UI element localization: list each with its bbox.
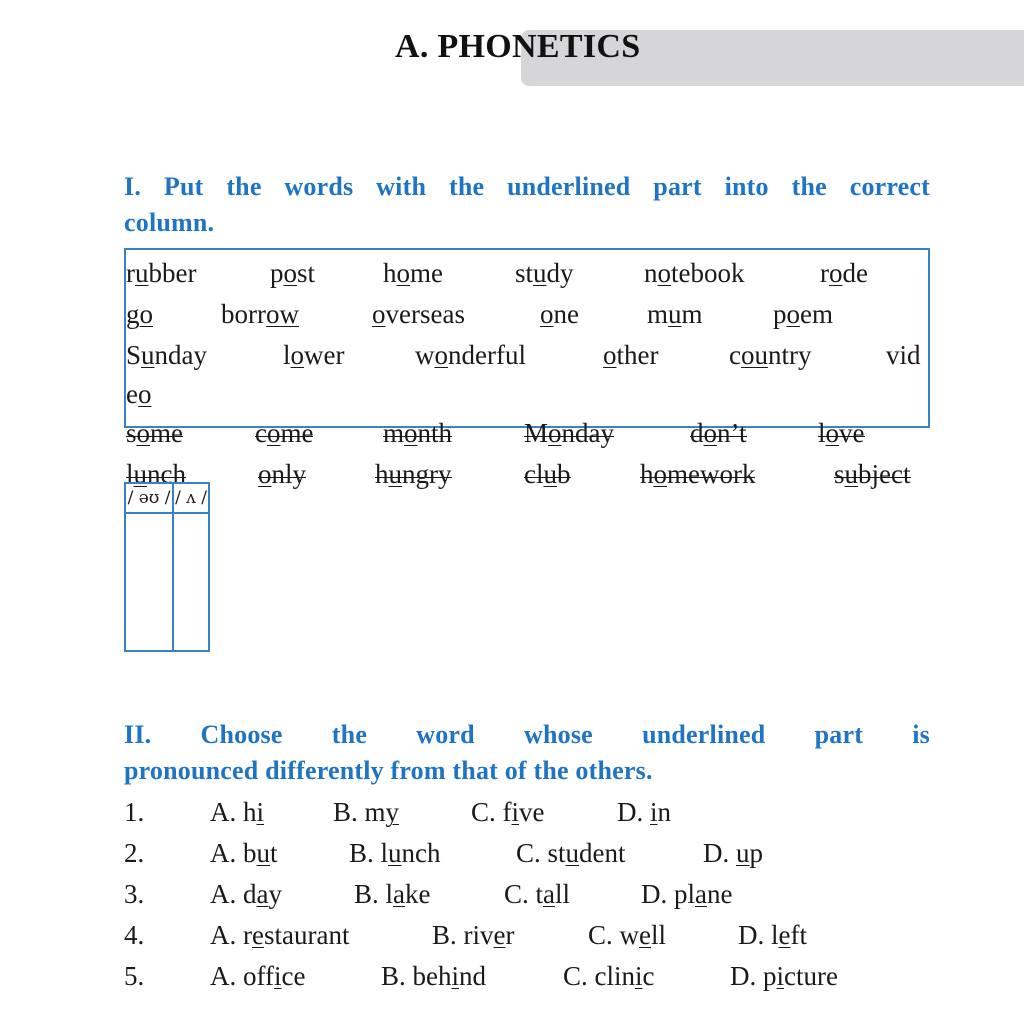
word-item	[515, 258, 574, 289]
word-part: b	[557, 459, 571, 489]
word-item	[647, 299, 703, 330]
word-part: l	[283, 340, 291, 370]
word-part: mework	[667, 459, 756, 489]
part1-heading-line1: I. Put the words with the underlined part into the correct	[124, 172, 930, 201]
word-part: st	[297, 258, 316, 288]
word-item	[126, 379, 151, 410]
underlined-part: ow	[265, 299, 299, 329]
answer-option[interactable]	[504, 879, 570, 910]
word-part: c	[642, 961, 655, 991]
word-part: c	[255, 418, 267, 448]
word-part: A. off	[210, 961, 274, 991]
underlined-part: o	[657, 258, 671, 288]
underlined-part: o	[703, 418, 717, 448]
underlined-part: y	[385, 797, 400, 827]
heading-word: is	[912, 720, 930, 749]
underlined-part: i	[650, 797, 658, 827]
word-part: D. p	[730, 961, 777, 991]
word-part: ke	[405, 879, 431, 909]
underlined-part: a	[695, 879, 707, 909]
underlined-part: a	[393, 879, 405, 909]
word-part: tebook	[671, 258, 745, 288]
word-item	[644, 258, 745, 289]
word-part: p	[749, 838, 763, 868]
heading-word: Choose	[200, 720, 283, 749]
underlined-part: i	[776, 961, 785, 991]
word-item	[126, 418, 183, 449]
word-part: ve	[519, 797, 545, 827]
word-part: vid	[886, 340, 921, 370]
word-item	[820, 258, 868, 289]
word-part: D. l	[738, 920, 779, 950]
word-item	[383, 258, 443, 289]
word-part: A. d	[210, 879, 257, 909]
word-part: nch	[147, 459, 186, 489]
underlined-part: u	[668, 299, 682, 329]
part2-heading-line2: pronounced differently from that of the others.	[124, 756, 653, 785]
underlined-part: u	[565, 838, 580, 868]
answer-option[interactable]	[641, 879, 732, 910]
word-part: st	[515, 258, 534, 288]
heading-word: underlined	[642, 720, 766, 749]
word-part: dy	[546, 258, 574, 288]
answer-option[interactable]	[381, 961, 486, 992]
word-part: m	[647, 299, 669, 329]
word-part: ther	[616, 340, 659, 370]
word-part: C. clin	[563, 961, 635, 991]
answer-option[interactable]	[349, 838, 441, 869]
word-part: ce	[281, 961, 306, 991]
heading-word: the	[331, 720, 368, 749]
word-part: ll	[651, 920, 667, 950]
word-part: r	[820, 258, 829, 288]
word-part: S	[126, 340, 142, 370]
word-part: e	[126, 379, 138, 409]
word-item	[375, 459, 452, 490]
word-part: r	[505, 920, 515, 950]
word-part: ft	[790, 920, 807, 950]
underlined-part: a	[256, 879, 269, 909]
word-part: cture	[784, 961, 838, 991]
answer-option[interactable]	[516, 838, 626, 869]
word-part: ne	[706, 879, 733, 909]
part1-heading-line2: column.	[124, 208, 215, 237]
underlined-part: o	[290, 340, 305, 370]
word-part: C. t	[504, 879, 544, 909]
question-number: 3.	[124, 879, 145, 909]
word-part: nd	[459, 961, 487, 991]
word-part: B. riv	[432, 920, 494, 950]
answer-option[interactable]	[563, 961, 655, 992]
answer-cell-ou[interactable]	[125, 513, 173, 651]
underlined-part: o	[283, 258, 297, 288]
underlined-part: ou	[740, 340, 768, 370]
underlined-part: u	[141, 340, 155, 370]
word-item	[372, 299, 465, 330]
underlined-part: u	[543, 459, 557, 489]
answer-cell-uh[interactable]	[173, 513, 209, 651]
underlined-part: i	[635, 961, 643, 991]
underlined-part: o	[396, 258, 410, 288]
word-part: m	[383, 418, 405, 448]
word-part: me	[410, 258, 443, 288]
word-part: borr	[221, 299, 266, 329]
underlined-part: u	[736, 838, 750, 868]
word-part: cl	[524, 459, 544, 489]
underlined-part: o	[540, 299, 554, 329]
underlined-part: u	[133, 459, 148, 489]
word-part: bject	[858, 459, 911, 489]
underlined-part: o	[136, 418, 151, 448]
word-part: r	[126, 258, 135, 288]
word-part: nth	[417, 418, 453, 448]
word-part: ngry	[402, 459, 452, 489]
word-part: ne	[553, 299, 579, 329]
underlined-part: o	[258, 459, 272, 489]
part2-heading-line1	[124, 720, 930, 750]
answer-option[interactable]	[617, 797, 671, 828]
word-part: wer	[304, 340, 345, 370]
word-part: D. pl	[641, 879, 695, 909]
underlined-part: i	[451, 961, 460, 991]
word-part: n	[644, 258, 658, 288]
question-number: 1.	[124, 797, 145, 827]
underlined-part: u	[533, 258, 547, 288]
answer-option[interactable]	[730, 961, 838, 992]
heading-word: part	[814, 720, 864, 749]
underlined-part: u	[135, 258, 149, 288]
word-item	[690, 418, 747, 449]
word-item	[886, 340, 921, 371]
underlined-part: i	[511, 797, 520, 827]
underlined-part: o	[137, 379, 152, 409]
underlined-part: i	[256, 797, 265, 827]
column-header-ou: / əʊ /	[125, 483, 173, 513]
word-part: nch	[401, 838, 441, 868]
word-part: n	[657, 797, 672, 827]
word-part: me	[280, 418, 314, 448]
word-part: verseas	[385, 299, 465, 329]
word-part: B. beh	[381, 961, 452, 991]
answer-option[interactable]	[210, 920, 349, 951]
word-part: ll	[555, 879, 571, 909]
word-part: t	[270, 838, 278, 868]
word-part: B. l	[349, 838, 389, 868]
word-part: de	[842, 258, 868, 288]
answer-option[interactable]	[210, 961, 305, 992]
word-part: h	[640, 459, 654, 489]
question-number: 4.	[124, 920, 145, 950]
word-part: B. m	[333, 797, 386, 827]
word-part: h	[383, 258, 397, 288]
word-item	[383, 418, 452, 449]
word-part: nderful	[448, 340, 526, 370]
word-part: nday	[154, 340, 208, 370]
word-item	[126, 340, 207, 371]
heading-word: II.	[124, 720, 152, 749]
answer-option[interactable]	[354, 879, 430, 910]
word-part: g	[126, 299, 140, 329]
word-part: m	[681, 299, 703, 329]
underlined-part: o	[603, 340, 617, 370]
word-part: c	[729, 340, 741, 370]
underlined-part: o	[139, 299, 153, 329]
word-item	[729, 340, 811, 371]
word-item	[818, 418, 865, 449]
underlined-part: o	[372, 299, 386, 329]
word-part: M	[524, 418, 549, 448]
word-item	[524, 459, 571, 490]
word-part: D.	[703, 838, 736, 868]
underlined-part: i	[274, 961, 282, 991]
underlined-part: o	[786, 299, 800, 329]
word-part: ve	[839, 418, 865, 448]
underlined-part: u	[844, 459, 859, 489]
underlined-part: o	[825, 418, 840, 448]
word-part: l	[818, 418, 826, 448]
underlined-part: u	[388, 459, 402, 489]
underlined-part: u	[388, 838, 402, 868]
underlined-part: e	[252, 920, 264, 950]
underlined-part: o	[404, 418, 418, 448]
heading-word: whose	[523, 720, 593, 749]
underlined-part: e	[778, 920, 791, 950]
word-item	[540, 299, 579, 330]
word-part: l	[126, 459, 134, 489]
answer-option[interactable]	[588, 920, 666, 951]
underlined-part: o	[653, 459, 667, 489]
question-number: 2.	[124, 838, 145, 868]
word-part: A. b	[210, 838, 257, 868]
word-item	[603, 340, 658, 371]
word-part: p	[773, 299, 787, 329]
word-part: nday	[561, 418, 614, 448]
answer-option[interactable]	[210, 797, 264, 828]
word-part: C. st	[516, 838, 566, 868]
word-part: me	[150, 418, 184, 448]
word-part: A. r	[210, 920, 252, 950]
word-item	[221, 299, 299, 330]
word-part: h	[375, 459, 389, 489]
section-title: A. PHONETICS	[395, 28, 641, 65]
word-part: em	[800, 299, 833, 329]
word-item	[524, 418, 614, 449]
question-number: 5.	[124, 961, 145, 991]
word-part: dent	[579, 838, 626, 868]
underlined-part: a	[543, 879, 555, 909]
word-part: p	[270, 258, 284, 288]
word-part: ntry	[767, 340, 812, 370]
word-part: d	[690, 418, 704, 448]
word-part: n’t	[717, 418, 747, 448]
word-part: C. f	[471, 797, 512, 827]
word-item	[126, 299, 153, 330]
word-part: D.	[617, 797, 650, 827]
word-part: A. h	[210, 797, 257, 827]
sound-column-table	[124, 482, 210, 652]
underlined-part: o	[266, 418, 281, 448]
word-item	[126, 258, 196, 289]
word-part: staurant	[263, 920, 350, 950]
answer-option[interactable]	[432, 920, 515, 951]
word-item	[415, 340, 526, 371]
word-item	[834, 459, 911, 490]
word-item	[258, 459, 306, 490]
answer-option[interactable]	[210, 838, 278, 869]
answer-option[interactable]	[703, 838, 763, 869]
word-part: C. w	[588, 920, 640, 950]
underlined-part: o	[829, 258, 843, 288]
underlined-part: o	[434, 340, 448, 370]
word-item	[640, 459, 755, 490]
underlined-part: e	[639, 920, 651, 950]
answer-option[interactable]	[333, 797, 399, 828]
word-part: w	[415, 340, 435, 370]
answer-option[interactable]	[738, 920, 807, 951]
word-item	[270, 258, 315, 289]
word-part: bber	[148, 258, 197, 288]
answer-option[interactable]	[210, 879, 282, 910]
underlined-part: e	[493, 920, 506, 950]
word-item	[255, 418, 313, 449]
word-part: B. l	[354, 879, 394, 909]
underlined-part: u	[256, 838, 270, 868]
word-part: y	[268, 879, 282, 909]
heading-word: word	[416, 720, 475, 749]
word-item	[283, 340, 345, 371]
word-part: s	[834, 459, 845, 489]
word-item	[773, 299, 833, 330]
answer-option[interactable]	[471, 797, 545, 828]
column-header-uh: / ʌ /	[173, 483, 209, 513]
word-part: nly	[271, 459, 307, 489]
word-part: s	[126, 418, 137, 448]
underlined-part: o	[548, 418, 562, 448]
